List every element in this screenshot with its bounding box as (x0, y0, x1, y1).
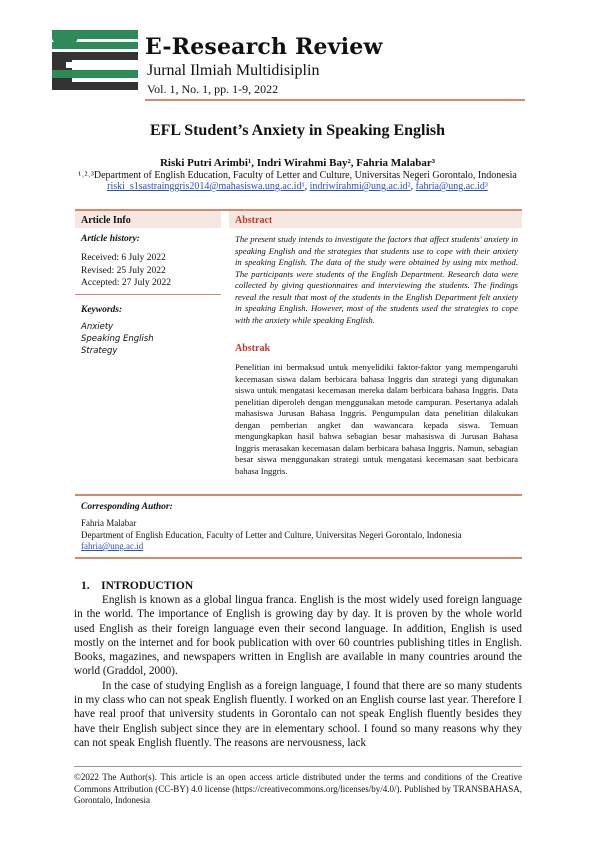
history-label: Article history: (81, 234, 140, 244)
journal-volume: Vol. 1, No. 1, pp. 1-9, 2022 (147, 82, 279, 96)
journal-logo (48, 28, 140, 92)
affiliation: ¹˒²˒³Department of English Education, Faculty of Letter and Culture, Universitas Negeri Gorontalo, Indonesia (78, 170, 517, 181)
keyword-list (81, 321, 154, 357)
abstrak-text: Penelitian ini bermaksud untuk menyelidiki faktor-faktor yang mempengaruhi kecemasan siswa dalam berbicara bahasa Inggris dan strategi yang digunakan siswa untuk mengatasi kecemasan mereka dalam berbicara bahasa Inggris. Data penelitian diperoleh dengan menggunakan metode campuran. Pesertanya adalah mahasiswa Jurusan Bahasa Inggris. Pengumpulan data penelitian dilakukan dengan pemberian angket dan wawancara kepada siswa. Temuan mengungkapkan hasil bahwa sebagian besar mahasiswa di Jurusan Bahasa Inggris merasakan kecemasan dalam berbicara bahasa Inggris. Namun, sebagian besar siswa menggunakan strategi untuk mengatasi kecemasan saat berbicara bahasa Inggris. (235, 362, 518, 476)
paragraph: English is known as a global lingua franca. English is the most widely used foreign language in the world. The importance of English is growing day by day. It is proven by the whole world used English as their foreign language even their second language. In addition, English is used mostly on the internet and for book publication with over 60 countries publishing titles in English. Books, magazines, and newspapers written in English are available in many countries around the world (Graddol, 2000). (74, 594, 522, 678)
corresponding-details (81, 518, 462, 553)
corresponding-rule (75, 557, 522, 559)
keyword-item: Strategy (81, 346, 118, 356)
corresponding-dept: Department of English Education, Faculty of Letter and Culture, Universitas Negeri Gorontalo, Indonesia (81, 529, 462, 540)
article-dates (81, 252, 171, 290)
keywords-label: Keywords: (81, 305, 123, 315)
corresponding-heading: Corresponding Author: (81, 502, 173, 512)
journal-name: E-Research Review (145, 34, 383, 60)
article-info-heading: Article Info (81, 215, 131, 226)
section-heading: 1. INTRODUCTION (81, 580, 194, 592)
email-link-1[interactable]: riski_s1sastrainggris2014@mahasiswa.ung.ac.id¹ (107, 181, 305, 192)
received-date: Received: 6 July 2022 (81, 253, 166, 263)
author-list: Riski Putri Arimbi¹, Indri Wirahmi Bay², Fahria Malabar³ (159, 157, 436, 169)
footer-rule (74, 766, 522, 767)
abstract-heading: Abstract (235, 215, 273, 226)
body-text (74, 593, 522, 750)
license-footer: ©2022 The Author(s). This article is an open access article distributed under the terms and conditions of the Creative Commons Attribution (CC-BY) 4.0 license (https://creativecommons.org/licenses/by/4.0/). Published by TRANSBAHASA, Gorontalo, Indonesia (74, 772, 522, 805)
paper-title: EFL Student’s Anxiety in Speaking English (149, 122, 446, 139)
keyword-item: Speaking English (81, 334, 154, 344)
email-link-2[interactable]: indriwirahmi@ung.ac.id² (309, 181, 411, 192)
journal-subtitle: Jurnal Ilmiah Multidisiplin (147, 62, 320, 79)
box-bottom-rule (75, 494, 522, 496)
abstract-text: The present study intends to investigate the factors that affect students' anxiety in speaking English and the strategies that students use to cope with their anxiety in speaking English. The data of the study were obtained by using mix method. The participants were students of the English Department. Research data were collected by giving questionnaires and interviewing the students. The findings reveal the result that most of the students in the English Department felt anxiety in speaking English. However, most of the students used the strategies to cope with the anxiety while speaking English. (235, 234, 518, 325)
accepted-date: Accepted: 27 July 2022 (81, 278, 171, 288)
author-emails: riski_s1sastrainggris2014@mahasiswa.ung.ac.id¹, indriwirahmi@ung.ac.id², fahria@ung.ac.id³ (107, 181, 488, 192)
abstract-bar (229, 211, 522, 228)
abstrak-heading: Abstrak (235, 343, 271, 354)
keyword-item: Anxiety (81, 322, 114, 332)
email-link-3[interactable]: fahria@ung.ac.id³ (415, 181, 488, 192)
revised-date: Revised: 25 July 2022 (81, 265, 166, 276)
header-rule (145, 99, 525, 101)
info-divider (75, 294, 221, 295)
paragraph: In the case of studying English as a foreign language, I found that there are so many students in my class who can not speak English fluently. I worked on an English course last year. Therefore I have real proof that university students in Gorontalo can not speak English fluently besides they have their English subject since they are in elementary school. I found so many reasons why they can not speak English fluently. The reasons are nervousness, lack (74, 679, 522, 749)
corresponding-email-link[interactable]: fahria@ung.ac.id (81, 541, 144, 551)
corresponding-name: Fahria Malabar (81, 518, 137, 528)
